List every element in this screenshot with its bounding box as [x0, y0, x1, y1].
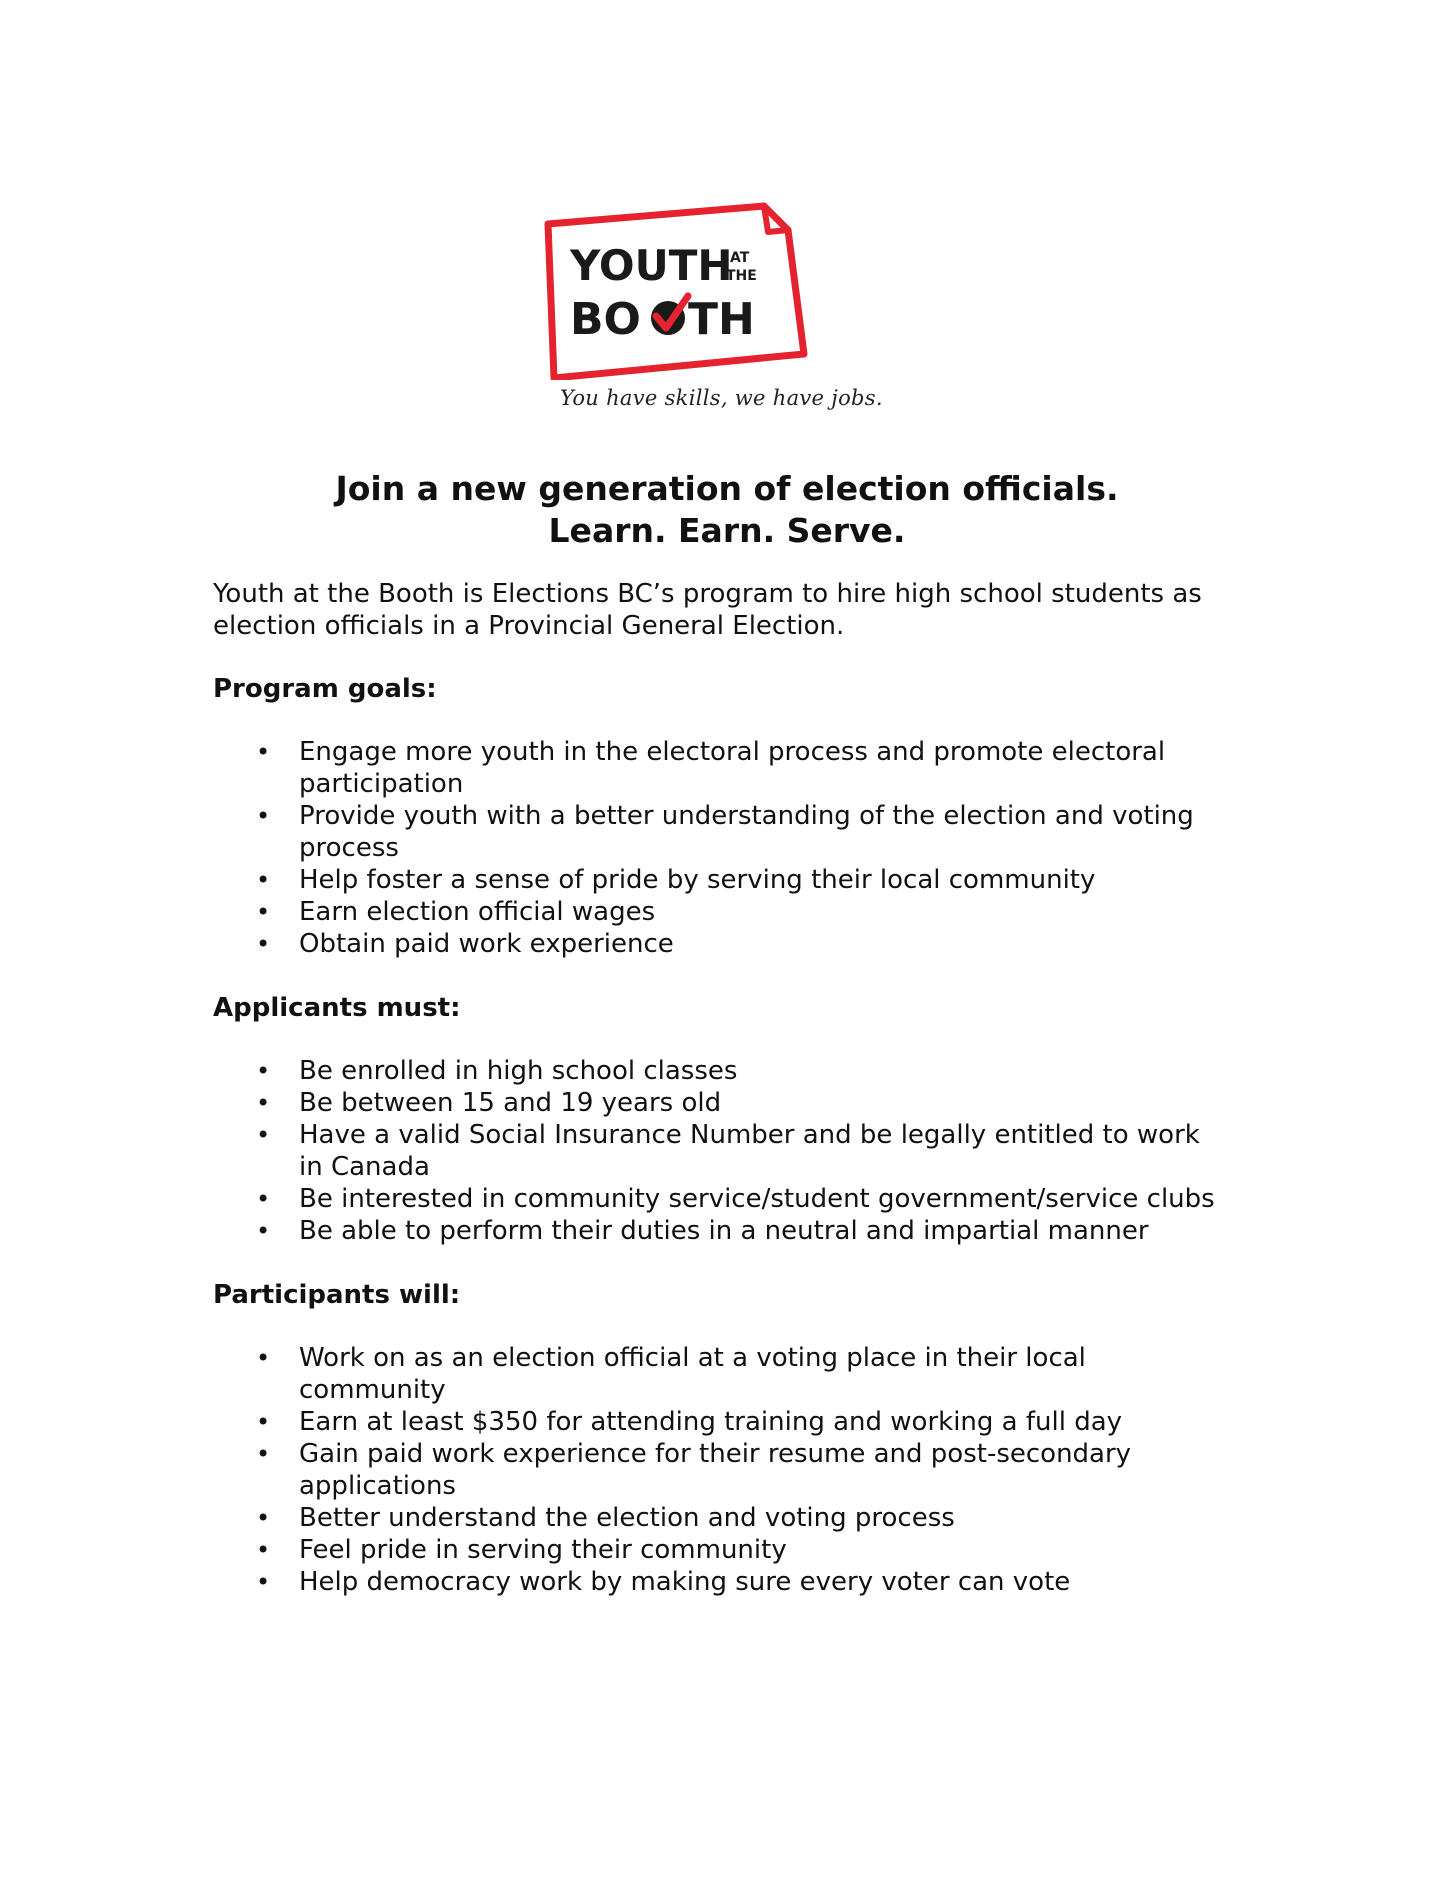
bullet-icon: •: [256, 898, 271, 926]
bullet-icon: •: [256, 1089, 271, 1117]
bullet-icon: •: [256, 1536, 271, 1564]
list-item: [213, 864, 1253, 896]
section-heading-program-goals: Program goals:: [213, 674, 437, 704]
list-item-line: Earn at least $350 for attending training and working a full day: [299, 1407, 1123, 1437]
logo-word-bo: BO: [570, 294, 641, 345]
list-item-line: Better understand the election and voting process: [299, 1503, 955, 1533]
list-item-line: Gain paid work experience for their resume and post-secondary: [299, 1439, 1132, 1469]
section-heading-applicants-must: Applicants must:: [213, 993, 461, 1023]
bullet-icon: •: [256, 802, 271, 830]
list-item-line: Help foster a sense of pride by serving their local community: [299, 865, 1096, 895]
list-item: [213, 1119, 1253, 1183]
list-item-line: Obtain paid work experience: [299, 929, 674, 959]
headline-line-1: Join a new generation of election officials.: [335, 469, 1119, 508]
bullet-icon: •: [256, 1408, 271, 1436]
logo-word-the: THE: [726, 268, 757, 284]
bullet-icon: •: [256, 930, 271, 958]
list-item-line: Engage more youth in the electoral process and promote electoral: [299, 737, 1166, 767]
list-item-line: Earn election official wages: [299, 897, 656, 927]
intro-paragraph: [213, 578, 1253, 642]
list-item-line: Be able to perform their duties in a neutral and impartial manner: [299, 1216, 1149, 1246]
list-item-line: Help democracy work by making sure every voter can vote: [299, 1567, 1071, 1597]
logo-word-at: AT: [730, 250, 750, 266]
list-item-line: Provide youth with a better understanding of the election and voting: [299, 801, 1194, 831]
list-item-line: in Canada: [299, 1152, 430, 1182]
bullet-icon: •: [256, 1568, 271, 1596]
headline: [0, 468, 1454, 552]
main-content: [213, 578, 1253, 1630]
list-item-line: Work on as an election official at a voting place in their local: [299, 1343, 1086, 1373]
bullet-icon: •: [256, 1057, 271, 1085]
list-item-line: applications: [299, 1471, 456, 1501]
bullet-icon: •: [256, 1217, 271, 1245]
list-item: [213, 1566, 1253, 1598]
bullet-icon: •: [256, 1185, 271, 1213]
list-item-line: Have a valid Social Insurance Number and be legally entitled to work: [299, 1120, 1200, 1150]
list-item: [213, 928, 1253, 960]
list-item: [213, 1087, 1253, 1119]
list-item-line: Feel pride in serving their community: [299, 1535, 787, 1565]
logo-word-th: TH: [688, 294, 755, 345]
list-item: [213, 1406, 1253, 1438]
bullet-icon: •: [256, 1344, 271, 1372]
logo-tagline: You have skills, we have jobs.: [560, 386, 883, 410]
logo-word-youth: YOUTH: [570, 241, 733, 290]
list-item-line: community: [299, 1375, 446, 1405]
list-item: [213, 800, 1253, 864]
list-item-line: participation: [299, 769, 464, 799]
list-item-line: Be interested in community service/student government/service clubs: [299, 1184, 1215, 1214]
applicants-must-list: [213, 1055, 1253, 1247]
intro-line-2: election officials in a Provincial General Election.: [213, 611, 845, 641]
list-item-line: Be between 15 and 19 years old: [299, 1088, 722, 1118]
list-item: [213, 1215, 1253, 1247]
logo-graphic: [542, 200, 822, 380]
list-item: [213, 896, 1253, 928]
list-item-line: process: [299, 833, 399, 863]
bullet-icon: •: [256, 866, 271, 894]
bullet-icon: •: [256, 1504, 271, 1532]
youth-at-the-booth-logo: [542, 200, 822, 380]
program-goals-list: [213, 736, 1253, 960]
list-item: [213, 736, 1253, 800]
participants-will-list: [213, 1342, 1253, 1598]
headline-line-2: Learn. Earn. Serve.: [548, 511, 906, 550]
list-item: [213, 1183, 1253, 1215]
bullet-icon: •: [256, 1121, 271, 1149]
list-item: [213, 1055, 1253, 1087]
list-item: [213, 1534, 1253, 1566]
bullet-icon: •: [256, 1440, 271, 1468]
list-item: [213, 1502, 1253, 1534]
intro-line-1: Youth at the Booth is Elections BC’s program to hire high school students as: [213, 579, 1202, 609]
list-item-line: Be enrolled in high school classes: [299, 1056, 738, 1086]
list-item: [213, 1438, 1253, 1502]
bullet-icon: •: [256, 738, 271, 766]
list-item: [213, 1342, 1253, 1406]
section-heading-participants-will: Participants will:: [213, 1280, 461, 1310]
